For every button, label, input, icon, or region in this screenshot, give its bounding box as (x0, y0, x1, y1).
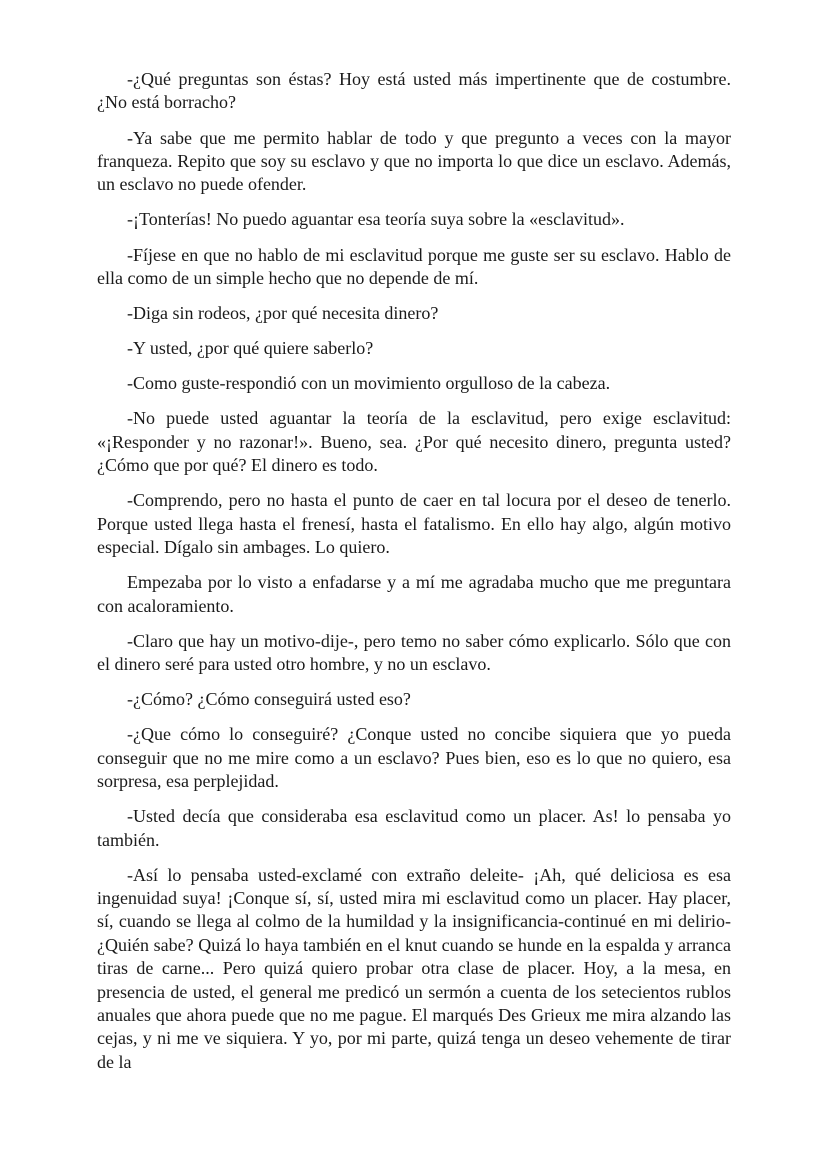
paragraph: -Diga sin rodeos, ¿por qué necesita dinero? (127, 303, 439, 323)
paragraph: -¡Tonterías! No puedo aguantar esa teoría suya sobre la «esclavitud». (127, 209, 625, 230)
paragraph: -¿Que cómo lo conseguiré? ¿Conque usted no concibe siquiera que yo pueda conseguir que no me mire como a un esclavo? Pues bien, eso es lo que no quiero, esa sorpresa, esa perplejidad. (97, 724, 731, 791)
paragraph: -Así lo pensaba usted-exclamé con extraño deleite- ¡Ah, qué deliciosa es esa ingenuidad suya! ¡Conque sí, sí, usted mira mi esclavitud como un placer. Hay placer, sí, cuando se llega al colmo de la humildad y la insignificancia-continué en mi delirio- ¿Quién sabe? Quizá lo haya también en el knut cuando se hunde en la espalda y arranca tiras de carne... Pero quizá quiero probar otra clase de placer. Hoy, a la mesa, en presencia de usted, el general me predicó un sermón a cuenta de los setecientos rublos anuales que ahora puede que no me pague. El marqués Des Grieux me mira alzando las cejas, y ni me ve siquiera. Y yo, por mi parte, quizá tenga un deseo vehemente de tirar de la (97, 864, 731, 1072)
paragraph: -Ya sabe que me permito hablar de todo y que pregunto a veces con la mayor franqueza. Repito que soy su esclavo y que no importa lo que dice un esclavo. Además, un esclavo no puede ofender. (97, 127, 731, 195)
paragraph: -No puede usted aguantar la teoría de la esclavitud, pero exige esclavitud: «¡Responder y no razonar!». Bueno, sea. ¿Por qué necesito dinero, pregunta usted? ¿Cómo que por qué? El dinero es todo. (97, 408, 731, 476)
paragraph: -Fíjese en que no hablo de mi esclavitud porque me guste ser su esclavo. Hablo de ella como de un simple hecho que no depende de mí. (97, 244, 731, 288)
paragraph: -Comprendo, pero no hasta el punto de caer en tal locura por el deseo de tenerlo. Porque usted llega hasta el frenesí, hasta el fatalismo. En ello hay algo, algún motivo especial. Dígalo sin ambages. Lo quiero. (97, 490, 731, 557)
paragraph: -¿Cómo? ¿Cómo conseguirá usted eso? (127, 689, 411, 710)
text-body (97, 68, 731, 1086)
paragraph: -¿Qué preguntas son éstas? Hoy está usted más impertinente que de costumbre. ¿No está borracho? (97, 69, 731, 113)
paragraph: -Usted decía que consideraba esa esclavitud como un placer. As! lo pensaba yo también. (97, 806, 731, 850)
paragraph: -Como guste-respondió con un movimiento orgulloso de la cabeza. (127, 373, 611, 394)
paragraph: -Claro que hay un motivo-dije-, pero temo no saber cómo explicarlo. Sólo que con el dinero seré para usted otro hombre, y no un esclavo. (97, 630, 731, 674)
paragraph: -Y usted, ¿por qué quiere saberlo? (127, 338, 374, 359)
paragraph: Empezaba por lo visto a enfadarse y a mí me agradaba mucho que me preguntara con acaloramiento. (97, 572, 731, 616)
